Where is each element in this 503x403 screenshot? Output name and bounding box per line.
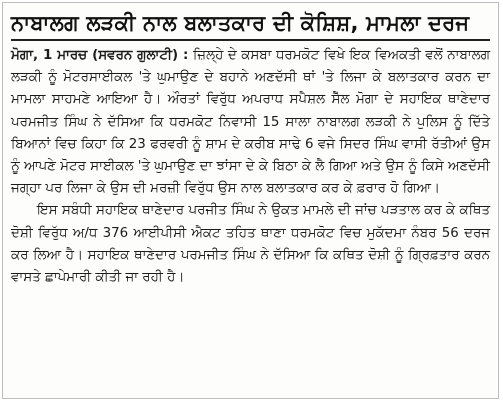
headline: ਨਾਬਾਲਗ ਲੜਕੀ ਨਾਲ ਬਲਾਤਕਾਰ ਦੀ ਕੋਸ਼ਿਸ਼, ਮਾਮਲਾ ਦਰਜ	[11, 11, 470, 35]
dateline: ਮੋਗਾ, 1 ਮਾਰਚ (ਸਵਰਨ ਗੁਲਾਟੀ) :	[11, 48, 189, 63]
headline-rule	[11, 39, 490, 41]
paragraph-2: ਇਸ ਸਬੰਧੀ ਸਹਾਇਕ ਥਾਣੇਦਾਰ ਪਰਜੀਤ ਸਿੰਘ ਨੇ ਉਕਤ ਮਾਮਲੇ ਦੀ ਜਾਂਚ ਪੜਤਾਲ ਕਰ ਕੇ ਕਥਿਤ ਦੋਸ਼ੀ ਵਿਰੁੱਧ ਅ/ਧ 376 ਆਈਪੀਸੀ ਐਕਟ ਤਹਿਤ ਥਾਣਾ ਧਰਮਕੋਟ ਵਿਚ ਮੁਕੱਦਮਾ ਨੰਬਰ 56 ਦਰਜ ਕਰ ਲਿਆ ਹੈ। ਸਹਾਇਕ ਥਾਣੇਦਾਰ ਪਰਮਜੀਤ ਸਿੰਘ ਨੇ ਦੱਸਿਆ ਕਿ ਕਥਿਤ ਦੋਸ਼ੀ ਨੂੰ ਗ੍ਰਿਫ਼ਤਾਰ ਕਰਨ ਵਾਸਤੇ ਛਾਪੇਮਾਰੀ ਕੀਤੀ ਜਾ ਰਹੀ ਹੈ।	[11, 203, 490, 286]
news-clipping	[2, 2, 499, 399]
article-body	[11, 45, 490, 289]
paragraph-1	[11, 45, 490, 200]
paragraph-1-body: ਜ਼ਿਲ੍ਹੇ ਦੇ ਕਸਬਾ ਧਰਮਕੋਟ ਵਿਖੇ ਇਕ ਵਿਅਕਤੀ ਵਲੋਂ ਨਾਬਾਲਗ ਲੜਕੀ ਨੂੰ ਮੋਟਰਸਾਈਕਲ 'ਤੇ ਘੁਮਾਉਣ ਦੇ ਬਹਾਨੇ ਅਣਦੱਸੀ ਥਾਂ 'ਤੇ ਲਿਜਾ ਕੇ ਬਲਾਤਕਾਰ ਕਰਨ ਦਾ ਮਾਮਲਾ ਸਾਹਮਣੇ ਆਇਆ ਹੈ। ਔਰਤਾਂ ਵਿਰੁੱਧ ਅਪਰਾਧ ਸਪੈਸ਼ਲ ਸੈੱਲ ਮੋਗਾ ਦੇ ਸਹਾਇਕ ਥਾਣੇਦਾਰ ਪਰਮਜੀਤ ਸਿੰਘ ਨੇ ਦੱਸਿਆ ਕਿ ਧਰਮਕੋਟ ਨਿਵਾਸੀ 15 ਸਾਲਾ ਨਾਬਾਲਗ ਲੜਕੀ ਨੇ ਪੁਲਿਸ ਨੂੰ ਦਿੱਤੇ ਬਿਆਨਾਂ ਵਿਚ ਕਿਹਾ ਕਿ 23 ਫਰਵਰੀ ਨੂੰ ਸ਼ਾਮ ਦੇ ਕਰੀਬ ਸਾਢੇ 6 ਵਜੇ ਸਿਦਰ ਸਿੰਘ ਵਾਸੀ ਰੱਤੀਆਂ ਉਸ ਨੂੰ ਆਪਣੇ ਮੋਟਰ ਸਾਈਕਲ 'ਤੇ ਘੁਮਾਉਣ ਦਾ ਝਾਂਸਾ ਦੇ ਕੇ ਬਿਠਾ ਕੇ ਲੈ ਗਿਆ ਅਤੇ ਉਸ ਨੂੰ ਕਿਸੇ ਅਣਦੱਸੀ ਜਗ੍ਹਾ ਪਰ ਲਿਜਾ ਕੇ ਉਸ ਦੀ ਮਰਜ਼ੀ ਵਿਰੁੱਧ ਉਸ ਨਾਲ ਬਲਾਤਕਾਰ ਕਰ ਕੇ ਫ਼ਰਾਰ ਹੋ ਗਿਆ।	[11, 48, 491, 197]
